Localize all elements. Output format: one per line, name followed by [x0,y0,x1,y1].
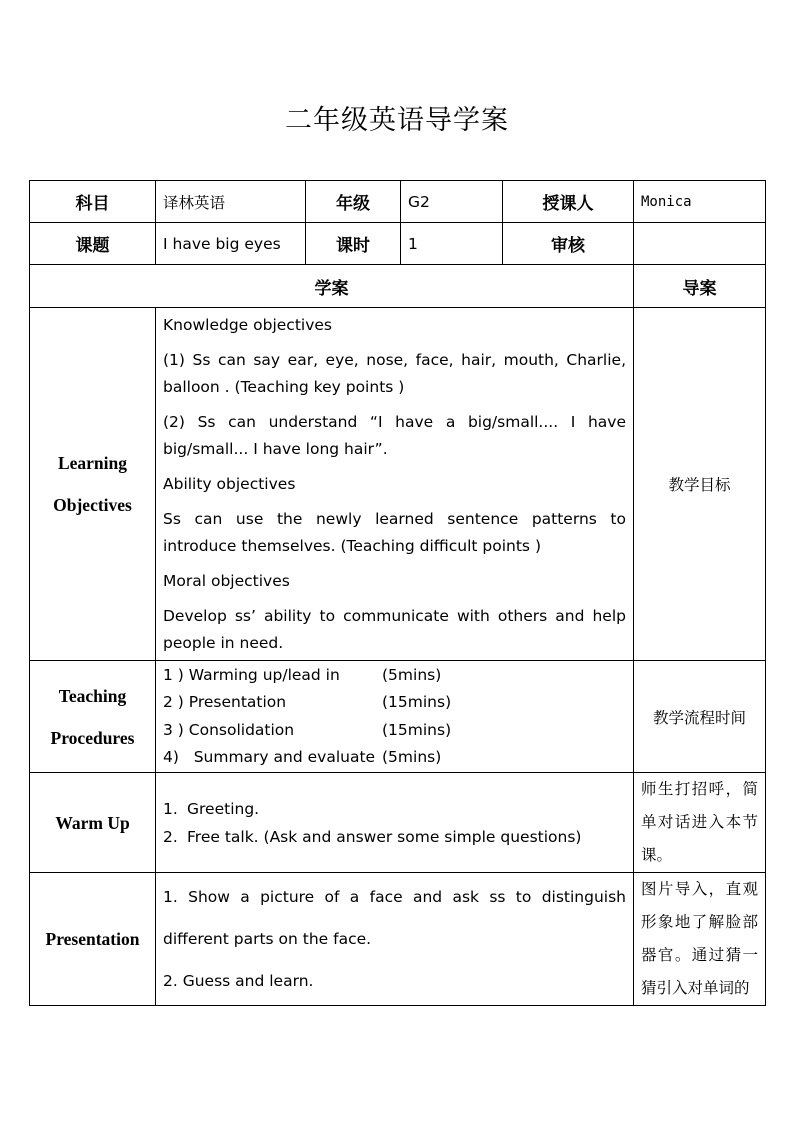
period-value: 1 [401,223,503,265]
procedures-label-line1: Teaching [58,685,127,706]
procedures-row [30,661,766,773]
presentation-label: Presentation [30,873,156,1006]
objectives-line: Moral objectives [163,571,290,590]
procedure-time: (15mins) [382,693,452,711]
procedure-time: (5mins) [382,748,442,766]
warmup-item-number: 2. [163,827,178,846]
objectives-line: Ability objectives [163,474,296,493]
topic-label: 课题 [30,223,156,265]
procedure-time: (15mins) [382,720,452,739]
procedures-guide: 教学流程时间 [634,661,766,773]
procedure-step: 2 ) Presentation [163,693,287,711]
objectives-label-line2: Objectives [53,495,132,515]
grade-label: 年级 [306,181,401,223]
procedure-item [163,689,626,717]
procedure-item [163,744,626,772]
objectives-guide: 教学目标 [634,308,766,661]
procedure-item [163,717,626,745]
warmup-item [163,795,626,823]
warmup-item-text: Greeting. [187,799,260,818]
page-title: 二年级英语导学案 [285,105,509,136]
procedure-step: 4) Summary and evaluate [163,748,376,766]
guide-plan-header: 导案 [634,265,766,308]
teacher-value: Monica [634,181,766,223]
warmup-item-number: 1. [163,799,178,818]
procedure-time: (5mins) [382,665,442,684]
warmup-row [30,773,766,873]
review-label: 审核 [503,223,634,265]
objectives-label-line1: Learning [57,453,128,473]
objectives-line: (2) Ss can understand “I have a big/small.... I have big/small... I have long hair”. [163,412,626,458]
topic-value: I have big eyes [156,223,306,265]
procedure-step: 1 ) Warming up/lead in [163,665,340,684]
column-header-row [30,265,766,308]
procedures-content [156,661,634,773]
study-plan-header: 学案 [30,265,634,308]
teacher-label: 授课人 [503,181,634,223]
review-value [634,223,766,265]
warmup-guide: 师生打招呼，简单对话进入本节课。 [634,773,766,873]
objectives-line: Knowledge objectives [163,315,332,334]
warmup-content [156,773,634,873]
presentation-line: 2. Guess and learn. [163,972,314,990]
procedures-label-line2: Procedures [50,727,135,748]
presentation-row [30,873,766,1006]
presentation-line: 1. Show a picture of a face and ask ss to distinguish different parts on the face. [163,888,626,948]
procedure-step: 3 ) Consolidation [163,720,295,739]
objectives-label [30,308,156,661]
objectives-line: (1) Ss can say ear, eye, nose, face, hair, mouth, Charlie, balloon . (Teaching key points ) [163,350,626,396]
warmup-item-text: Free talk. (Ask and answer some simple questions) [187,827,582,846]
procedures-label [30,661,156,773]
presentation-guide: 图片导入，直观形象地了解脸部器官。通过猜一猜引入对单词的 [634,873,766,1006]
objectives-content [156,308,634,661]
subject-value: 译林英语 [156,181,306,223]
lesson-plan-table [29,180,766,1006]
objectives-line: Develop ss’ ability to communicate with others and help people in need. [163,606,626,652]
warmup-label: Warm Up [30,773,156,873]
info-row-2 [30,223,766,265]
subject-label: 科目 [30,181,156,223]
grade-value: G2 [401,181,503,223]
period-label: 课时 [306,223,401,265]
info-row-1 [30,181,766,223]
presentation-content [156,873,634,1006]
objectives-row [30,308,766,661]
objectives-line: Ss can use the newly learned sentence patterns to introduce themselves. (Teaching difficult points ) [163,509,626,555]
warmup-item [163,823,626,851]
procedure-item [163,662,626,690]
